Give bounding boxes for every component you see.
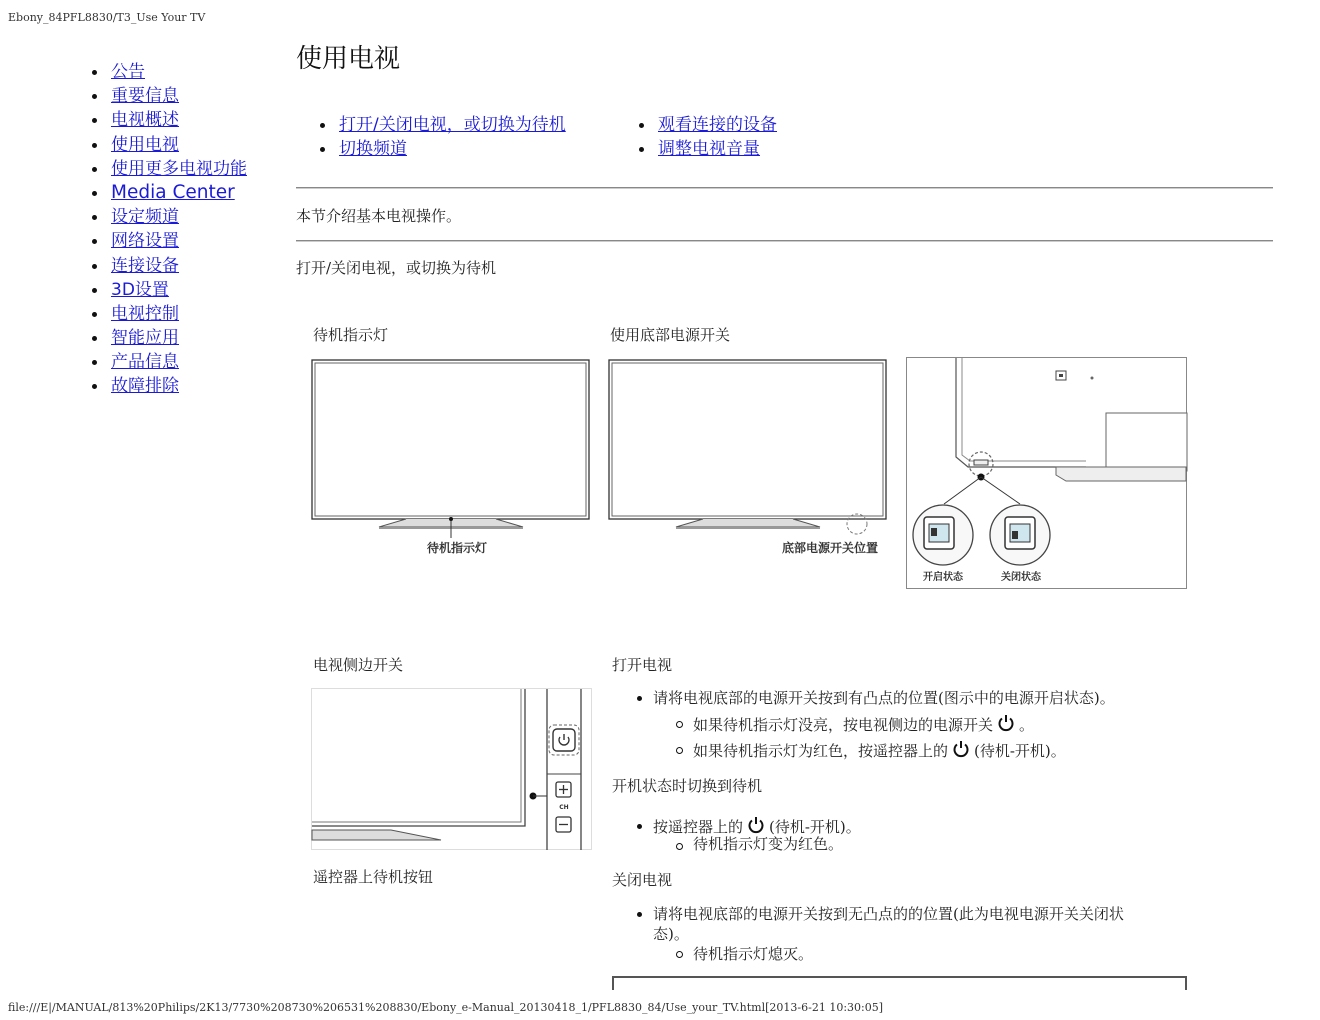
divider [296,240,1273,242]
sidebar-item-3d[interactable] [90,278,247,302]
sidebar-link[interactable]: 3D设置 [111,279,169,300]
sidebar-link[interactable]: 设定频道 [111,207,179,228]
sidebar-item-smart-apps[interactable] [90,326,247,350]
list-item: 如果待机指示灯为红色，按遥控器上的 (待机-开机)。 [612,740,1172,766]
toc-link[interactable]: 调整电视音量 [658,139,760,159]
power-icon [997,714,1015,732]
caption-standby-light: 待机指示灯 [313,326,389,344]
toc-item-power[interactable] [318,113,566,137]
toc-link[interactable]: 打开/关闭电视，或切换为待机 [339,115,566,135]
toc-link[interactable]: 切换频道 [339,139,407,159]
figure-label-on-state: 开启状态 [923,572,963,583]
print-footer: file:///E|/MANUAL/813%20Philips/2K13/7730%208730%206531%208830/Ebony_e-Manual_20130418_1/PFL8830_84/Use_your_TV.html[2013-6-21 10:30:05] [8,1001,884,1014]
sidebar-link[interactable]: 使用电视 [111,134,179,155]
list-item: 如果待机指示灯没亮，按电视侧边的电源开关 。 [612,714,1172,740]
list-item: 请将电视底部的电源开关按到无凸点的的位置(此为电视电源开关关闭状态)。 [612,904,1172,944]
section-heading: 打开/关闭电视，或切换为待机 [296,259,497,277]
turn-on-steps [612,688,1172,766]
sidebar-item-media-center[interactable] [90,181,247,205]
print-header: Ebony_84PFL8830/T3_Use Your TV [8,11,206,24]
sidebar-link[interactable]: 智能应用 [111,328,179,349]
sidebar-item-connect-devices[interactable] [90,254,247,278]
table-frame [612,976,1187,990]
power-icon [747,816,765,834]
sidebar-link[interactable]: 电视概述 [111,110,179,131]
page-title: 使用电视 [296,44,401,74]
figure-label-off-state: 关闭状态 [1001,572,1041,583]
sidebar-link[interactable]: 使用更多电视功能 [111,158,247,179]
caption-remote-standby: 遥控器上待机按钮 [313,868,434,886]
tv-side-switch-figure [311,688,592,851]
standby-steps [612,816,1172,856]
toc-column-1 [318,113,566,161]
sidebar-item-tv-overview[interactable] [90,108,247,132]
toc-item-channels[interactable] [318,137,566,161]
sidebar-item-tv-control[interactable] [90,302,247,326]
sidebar-nav [90,60,247,399]
sidebar-link[interactable]: 产品信息 [111,352,179,373]
sidebar-item-channels[interactable] [90,205,247,229]
sidebar-item-more-features[interactable] [90,157,247,181]
caption-bottom-switch: 使用底部电源开关 [610,326,731,344]
toc-link[interactable]: 观看连接的设备 [658,115,777,135]
figure-label-ch: CH [559,804,569,811]
sidebar-item-product-info[interactable] [90,350,247,374]
tv-standby-light-figure [311,358,591,560]
sidebar-link[interactable]: 网络设置 [111,231,179,252]
tv-bottom-switch-figure [608,358,890,560]
toc-column-2 [637,113,777,161]
toc-item-devices[interactable] [637,113,777,137]
sidebar-link[interactable]: 连接设备 [111,255,179,276]
turn-off-steps [612,904,1172,964]
sidebar-item-important-info[interactable] [90,84,247,108]
sidebar-item-network[interactable] [90,229,247,253]
sidebar-item-troubleshooting[interactable] [90,374,247,398]
sidebar-link[interactable]: 故障排除 [111,376,179,397]
standby-heading: 开机状态时切换到待机 [612,777,763,795]
list-item: 按遥控器上的 (待机-开机)。 [612,816,1172,836]
list-item: 待机指示灯熄灭。 [612,944,1172,964]
sidebar-link[interactable]: 公告 [111,62,145,82]
figure-label-standby-light: 待机指示灯 [426,541,488,555]
list-item: 请将电视底部的电源开关按到有凸点的位置(图示中的电源开启状态)。 [612,688,1172,714]
figure-label-switch-position: 底部电源开关位置 [781,541,879,555]
intro-text: 本节介绍基本电视操作。 [296,207,462,225]
turn-off-heading: 关闭电视 [612,871,673,889]
turn-on-heading: 打开电视 [612,656,673,674]
power-icon [952,740,970,758]
toc-item-volume[interactable] [637,137,777,161]
sidebar-item-notice[interactable] [90,60,247,84]
sidebar-link[interactable]: 电视控制 [111,303,179,324]
switch-closeup-figure [906,357,1188,590]
sidebar-link[interactable]: Media Center [111,181,235,203]
sidebar-link[interactable]: 重要信息 [111,86,179,107]
caption-side-switch: 电视侧边开关 [313,656,404,674]
list-item: 待机指示灯变为红色。 [612,836,1172,856]
divider [296,187,1273,189]
sidebar-item-use-tv[interactable] [90,133,247,157]
